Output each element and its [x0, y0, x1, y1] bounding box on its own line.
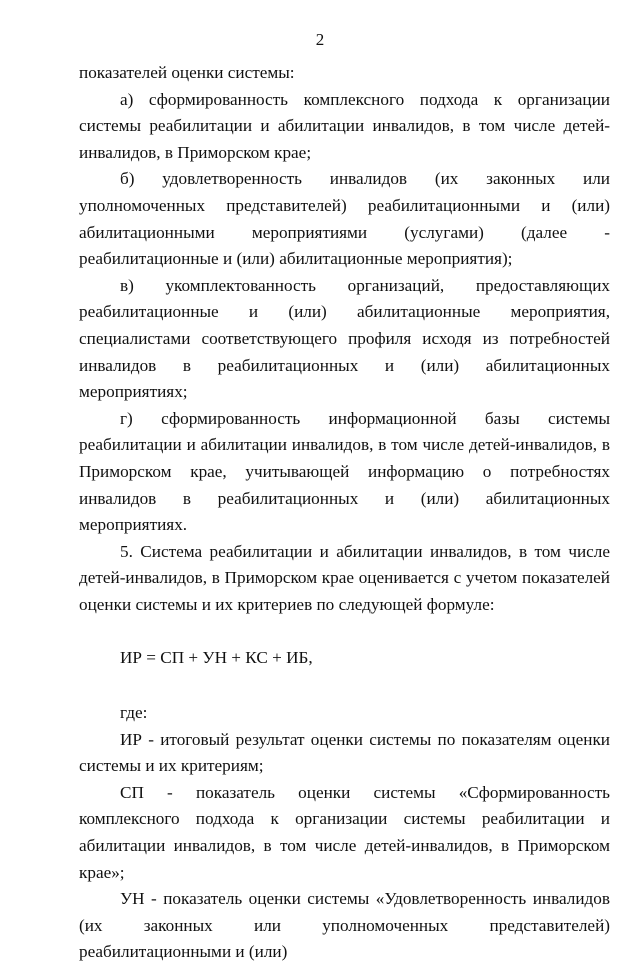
- paragraph-item-g: г) сформированность информационной базы системы реабилитации и абилитации инвалидов, в том числе детей-инвалидов, в Приморском крае, учитывающей информацию о потребностях инвалидов в реабилитационных и (или) абилитационных мероприятиях.: [79, 408, 610, 535]
- paragraph-def-un: УН - показатель оценки системы «Удовлетворенность инвалидов (их законных или уполномоченных представителей) реабилитационными и (или): [79, 889, 610, 962]
- paragraph-item-v: в) укомплектованность организаций, предоставляющих реабилитационные и (или) абилитационные мероприятия, специалистами соответствующего профиля исходя из потребностей инвалидов в реабилитационных и (или) абилитационных мероприятиях;: [79, 275, 610, 402]
- paragraph-def-sp: СП - показатель оценки системы «Сформированность комплексного подхода к организации системы реабилитации и абилитации инвалидов, в том числе детей-инвалидов, в Приморском крае»;: [79, 782, 610, 882]
- paragraph-item-a: а) сформированность комплексного подхода к организации системы реабилитации и абилитации инвалидов, в том числе детей-инвалидов, в Приморском крае;: [79, 89, 610, 162]
- page-number: 2: [315, 30, 325, 49]
- paragraph-def-ir: ИР - итоговый результат оценки системы по показателям оценки системы и их критериям;: [79, 729, 610, 776]
- paragraph-item-b: б) удовлетворенность инвалидов (их законных или уполномоченных представителей) реабилитационными и (или) абилитационными мероприятиями (услугами) (далее - реабилитационные и (или) абилитационные мероприятия);: [79, 169, 610, 269]
- formula: ИР = СП + УН + КС + ИБ,: [120, 648, 313, 668]
- document-body: [79, 60, 610, 966]
- paragraph-where: где:: [120, 703, 148, 723]
- paragraph-section-5: 5. Система реабилитации и абилитации инвалидов, в том числе детей-инвалидов, в Приморском крае оценивается с учетом показателей оценки системы и их критериев по следующей формуле:: [79, 541, 610, 614]
- paragraph-intro-continuation: показателей оценки системы:: [79, 63, 295, 82]
